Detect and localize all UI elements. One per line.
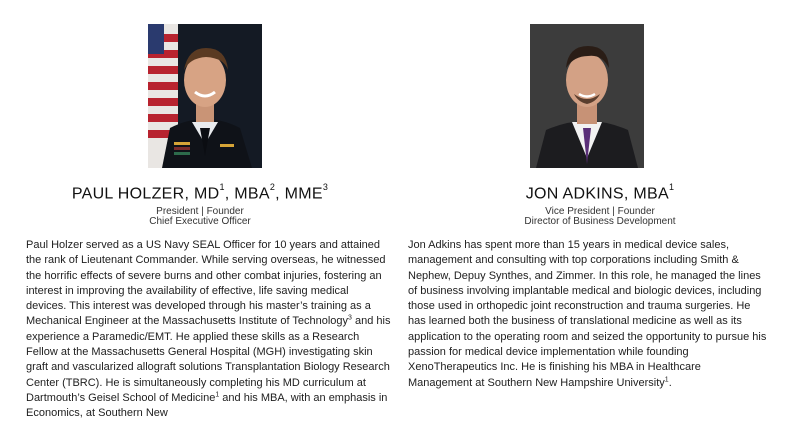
profile-photo-jon-adkins [530,24,644,168]
name-text: JON ADKINS, MBA [525,185,669,203]
name-heading-jon-adkins [400,184,800,203]
bio-text: and his MBA, with an emphasis in Economics, at Southern New [26,391,388,420]
name-credential-marker: 2 [269,182,276,192]
bio-text: Paul Holzer served as a US Navy SEAL Officer for 10 years and attained the rank of Lieutenant Commander. While serving overseas, he witnessed the horrific effects of severe burns and other combat injuries, fostering an interest in improving the availability of effective, life saving medical devices. This interest was developed through his master’s training as a Mechanical Engineer at the Massachusetts Institute of Technology [26,239,386,328]
bio-text: Jon Adkins has spent more than 15 years in medical device sales, management and consulting with top corporations including Smith & Nephew, Depuy Synthes, and Zimmer. In this role, he managed the lines of business involving implantable medical and biologic devices, including those used in orthopedic joint reconstruction and trauma surgeries. He has learned both the business of translational medicine as well as its application to the operating room and seized the opportunity to pursue his passion for medical device implementation while founding XenoTherapeutics Inc. He is finishing his MBA in Healthcare Management at Southern New Hampshire University [408,239,767,389]
name-credential-marker: 1 [219,182,225,192]
name-heading-paul-holzer [0,184,400,203]
role-title-line1: Vice President | Founder [545,206,655,217]
bio-text-end: . [668,376,672,389]
bio-paragraph-jon-adkins [408,238,768,391]
footnote-marker: 1 [215,391,220,399]
name-text: PAUL HOLZER, MD [71,185,220,203]
name-text-mba: , MBA [224,185,270,203]
role-title-line1: President | Founder [156,206,244,217]
portrait-image [148,24,262,168]
footnote-marker: 1 [664,376,669,384]
bio-text: and his experience a Paramedic/EMT. He applied these skills as a Research Fellow at the Massachusetts General Hospital (MGH) investigating skin graft and vascularized allograft solutions Transplantation Biology Research Center (TBRC). He is simultaneously completing his MD curriculum at Dartmouth’s Geisel School of Medicine [26,315,391,404]
name-text-mme: , MME [275,185,323,203]
name-credential-marker: 3 [322,182,329,192]
footnote-marker: 3 [348,314,352,322]
role-title-line2: Chief Executive Officer [149,216,251,227]
profile-photo-paul-holzer [148,24,262,168]
role-title-line2: Director of Business Development [524,216,676,227]
portrait-image [530,24,644,168]
name-credential-marker: 1 [668,182,675,192]
bio-paragraph-paul-holzer [26,238,392,422]
